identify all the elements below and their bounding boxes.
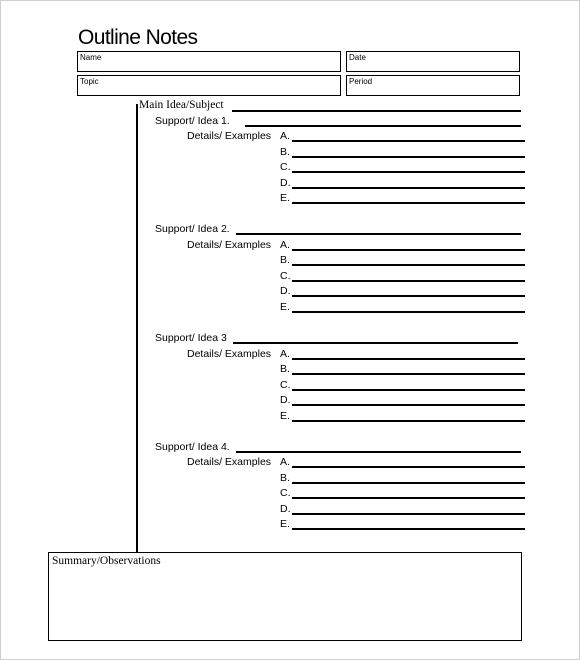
support-2-line-e[interactable] xyxy=(292,311,525,313)
support-2-details-label: Details/ Examples xyxy=(187,239,272,251)
support-1-line-d[interactable] xyxy=(292,187,525,189)
support-4-line-d[interactable] xyxy=(292,513,525,515)
support-3-line[interactable] xyxy=(233,342,518,344)
support-4-line-c[interactable] xyxy=(292,497,525,499)
support-2-label: Support/ Idea 2. xyxy=(155,223,230,235)
support-4-details-label: Details/ Examples xyxy=(187,456,272,468)
summary-label: Summary/Observations xyxy=(52,555,161,567)
support-2-line[interactable] xyxy=(236,233,521,235)
support-1-letter-d: D. xyxy=(280,177,291,189)
period-field[interactable] xyxy=(346,75,520,96)
period-field-label: Period xyxy=(349,77,373,86)
summary-box[interactable] xyxy=(48,552,522,641)
support-3-label: Support/ Idea 3 xyxy=(155,332,227,344)
support-2-letter-b: B. xyxy=(280,254,290,266)
support-3-letter-c: C. xyxy=(280,379,291,391)
support-2-letter-d: D. xyxy=(280,285,291,297)
support-4-letter-d: D. xyxy=(280,503,291,515)
support-1-line[interactable] xyxy=(245,125,521,127)
support-3-line-b[interactable] xyxy=(292,373,525,375)
support-4-line-e[interactable] xyxy=(292,528,525,530)
support-1-line-e[interactable] xyxy=(292,202,525,204)
name-field-label: Name xyxy=(80,53,102,62)
support-4-line-b[interactable] xyxy=(292,482,525,484)
support-1-line-b[interactable] xyxy=(292,156,525,158)
support-4-line-a[interactable] xyxy=(292,466,525,468)
support-4-letter-a: A. xyxy=(280,456,290,468)
support-3-letter-b: B. xyxy=(280,363,290,375)
date-field-label: Date xyxy=(349,53,366,62)
support-3-line-d[interactable] xyxy=(292,404,525,406)
support-1-letter-c: C. xyxy=(280,161,291,173)
support-2-line-c[interactable] xyxy=(292,280,525,282)
support-1-label: Support/ Idea 1. xyxy=(155,115,230,127)
main-idea-line[interactable] xyxy=(232,110,521,112)
outline-margin-line xyxy=(136,104,138,552)
support-3-letter-e: E. xyxy=(280,410,290,422)
support-1-letter-a: A. xyxy=(280,130,290,142)
support-2-line-b[interactable] xyxy=(292,264,525,266)
support-1-line-c[interactable] xyxy=(292,171,525,173)
topic-field-label: Topic xyxy=(80,77,99,86)
page-title: Outline Notes xyxy=(78,26,198,49)
support-4-letter-e: E. xyxy=(280,518,290,530)
support-4-label: Support/ Idea 4. xyxy=(155,441,230,453)
support-3-letter-d: D. xyxy=(280,394,291,406)
support-3-line-e[interactable] xyxy=(292,420,525,422)
support-3-details-label: Details/ Examples xyxy=(187,348,272,360)
support-1-details-label: Details/ Examples xyxy=(187,130,272,142)
support-3-letter-a: A. xyxy=(280,348,290,360)
main-idea-label: Main Idea/Subject xyxy=(139,99,224,111)
support-3-line-a[interactable] xyxy=(292,358,525,360)
support-2-letter-e: E. xyxy=(280,301,290,313)
date-field[interactable] xyxy=(346,51,520,72)
support-2-letter-a: A. xyxy=(280,239,290,251)
support-2-line-d[interactable] xyxy=(292,295,525,297)
support-4-line[interactable] xyxy=(236,451,521,453)
support-4-letter-b: B. xyxy=(280,472,290,484)
support-1-letter-b: B. xyxy=(280,146,290,158)
support-1-letter-e: E. xyxy=(280,192,290,204)
topic-field[interactable] xyxy=(77,75,341,96)
support-3-line-c[interactable] xyxy=(292,389,525,391)
name-field[interactable] xyxy=(77,51,341,72)
support-2-letter-c: C. xyxy=(280,270,291,282)
support-1-line-a[interactable] xyxy=(292,140,525,142)
support-4-letter-c: C. xyxy=(280,487,291,499)
support-2-line-a[interactable] xyxy=(292,249,525,251)
